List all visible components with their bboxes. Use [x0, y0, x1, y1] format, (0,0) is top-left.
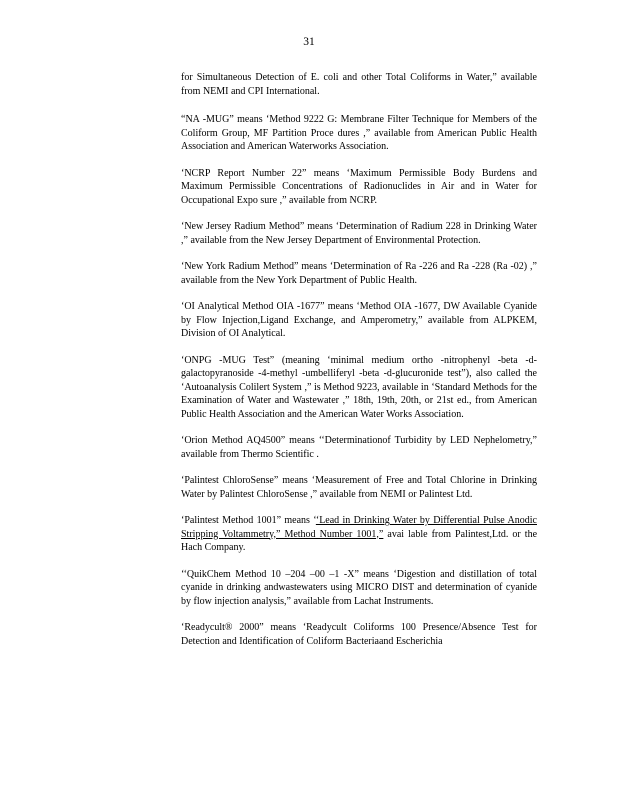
page-number: 31: [303, 36, 315, 48]
paragraph-palintest-1001: [181, 514, 537, 555]
paragraph-quikchem: ‘‘QuikChem Method 10 –204 –00 –1 -X” means ‘Digestion and distillation of total cyanide in drinking andwastewaters using MICRO DIST and determination of cyanide by flow injection analysis,” available from Lachat Instruments.: [181, 568, 537, 607]
paragraph-na-mug: “NA -MUG” means ‘Method 9222 G: Membrane Filter Technique for Members of the Coliform Group, MF Partition Proce dures ,” available from American Public Health Association and American Waterworks Association.: [181, 114, 537, 152]
paragraph-orion-method: ‘Orion Method AQ4500” means ‘‘Determinationof Turbidity by LED Nephelometry,” available from Thermo Scientific .: [181, 435, 537, 460]
paragraph-new-york-radium: ‘New York Radium Method” means ‘Determination of Ra -226 and Ra -228 (Ra -02) ,” available from the New York Department of Public Health.: [181, 261, 537, 286]
paragraph-onpg-mug: ‘ONPG -MUG Test” (meaning ‘minimal medium ortho -nitrophenyl -beta -d-galactopyranoside -4-methyl -umbelliferyl -beta -d-glucuronide test”), also called the ‘Autoanalysis Colilert System ,” is Method 9223, available in ‘Standard Methods for the Examination of Water and Wastewater ,” 18th, 19th, 20th, or 21st ed., from American Public Health Association and the American Water Works Association.: [181, 354, 537, 420]
paragraph-readycult: ‘Readycult® 2000” means ‘Readycult Coliforms 100 Presence/Absence Test for Detection and Identification of Coliform Bacteriaand Escherichia: [181, 622, 537, 647]
paragraph-ncrp-report: ‘NCRP Report Number 22” means ‘Maximum Permissible Body Burdens and Maximum Permissible Concentrations of Radionuclides in Air and in Water for Occupational Expo sure ,” available from NCRP.: [181, 167, 537, 206]
paragraph-palintest-1001-lead: ‘Palintest Method 1001” means ‘: [181, 515, 316, 526]
paragraph-new-jersey-radium: ‘New Jersey Radium Method” means ‘Determination of Radium 228 in Drinking Water ,” available from the New Jersey Department of Environmental Protection.: [181, 221, 537, 246]
paragraph-continuation: for Simultaneous Detection of E. coli and other Total Coliforms in Water,” available from NEMI and CPI International.: [181, 72, 537, 97]
paragraph-oi-analytical: ‘OI Analytical Method OIA -1677” means ‘Method OIA -1677, DW Available Cyanide by Flow Injection,Ligand Exchange, and Amperometry,” available from ALPKEM, Division of OI Analytical.: [181, 301, 537, 339]
paragraph-palintest-1001-tail: avai lable from Palintest,Ltd. or the Hach Company.: [181, 528, 538, 553]
palintest-1001-title: ‘Lead in Drinking Water by Differential Pulse Anodic Stripping Voltammetry,” Method Number 1001,”: [181, 515, 537, 540]
document-body: [181, 71, 537, 661]
paragraph-palintest-chlorosense: ‘Palintest ChloroSense” means ‘Measurement of Free and Total Chlorine in Drinking Water by Palintest ChloroSense ,” available from NEMI or Palintest Ltd.: [181, 475, 537, 500]
